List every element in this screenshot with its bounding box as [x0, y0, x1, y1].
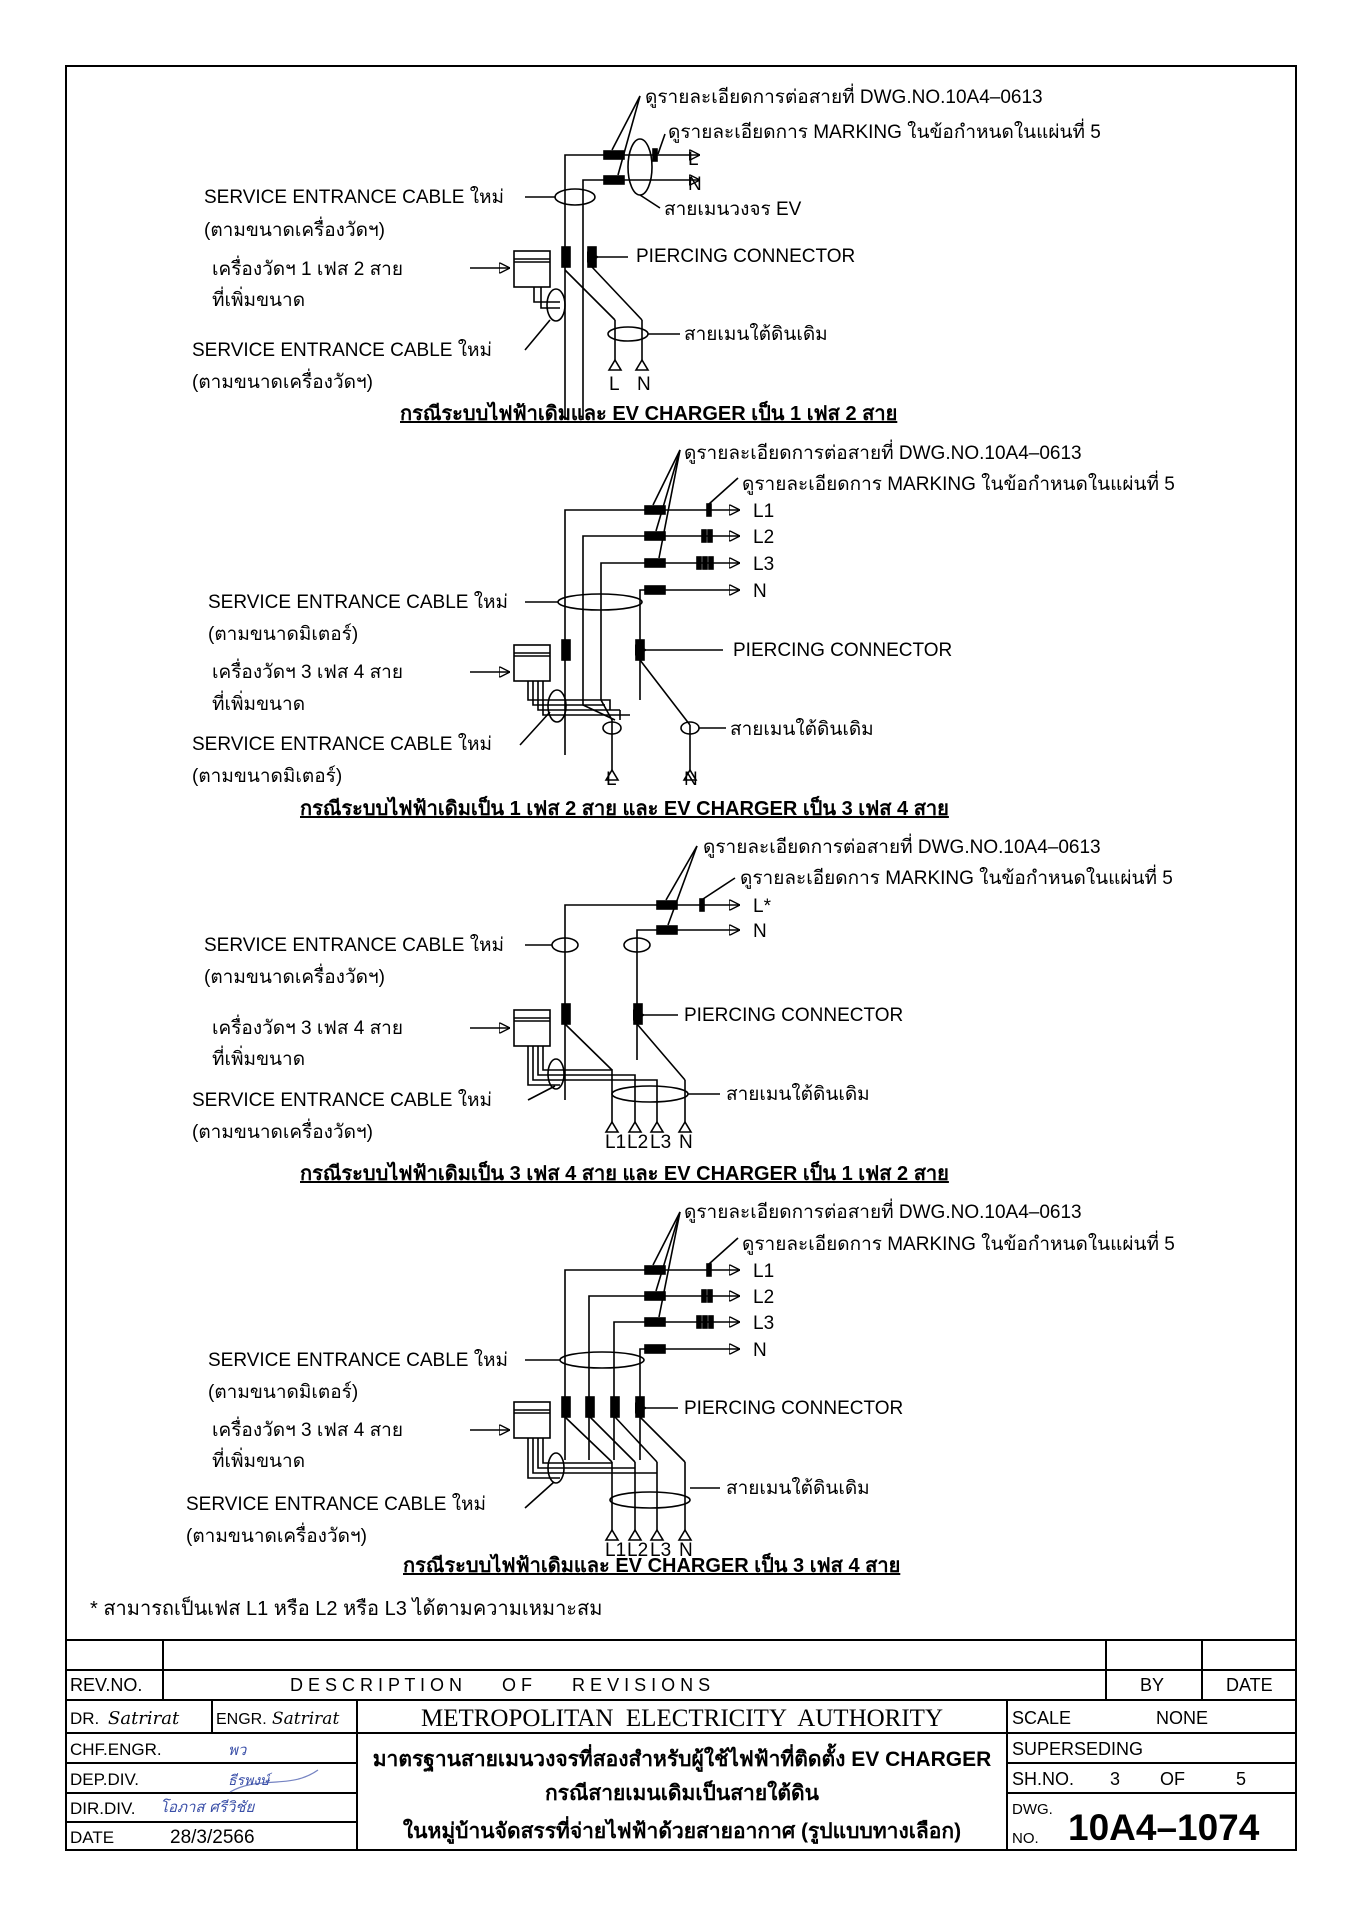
dwg-label-2: NO.	[1012, 1830, 1039, 1847]
d1-sec2-sub: (ตามขนาดเครื่องวัดฯ)	[192, 372, 373, 393]
diagram-4	[470, 1212, 740, 1540]
description-header: D E S C R I P T I O N O F R E V I S I O N S	[290, 1675, 711, 1695]
engr-signature: Satrirat	[272, 1709, 340, 1729]
d2-sec2-label: SERVICE ENTRANCE CABLE ใหม่	[192, 734, 493, 755]
diagram-3	[470, 846, 740, 1132]
d1-bottom-line-2: N	[637, 374, 651, 395]
d3-sec1-sub: (ตามขนาดเครื่องวัดฯ)	[204, 967, 385, 988]
d4-meter-sub: ที่เพิ่มขนาด	[212, 1451, 306, 1472]
d3-bottom-line-4: N	[679, 1132, 693, 1153]
by-header: BY	[1140, 1675, 1165, 1695]
rev-no-header: REV.NO.	[70, 1675, 143, 1695]
dep-div-signature: ธีรพงษ์	[228, 1773, 270, 1789]
d4-note-detail: ดูรายละเอียดการต่อสายที่ DWG.NO.10A4–0613	[684, 1202, 1082, 1223]
authority-name: METROPOLITAN ELECTRICITY AUTHORITY	[420, 1705, 944, 1732]
d2-meter-sub: ที่เพิ่มขนาด	[212, 694, 306, 715]
d1-title: กรณีระบบไฟฟ้าเดิมและ EV CHARGER เป็น 1 เฟส 2 สาย	[400, 403, 898, 425]
sheet-number-value: 3	[1110, 1769, 1121, 1789]
d3-bottom-line-1: L1	[605, 1132, 627, 1153]
d1-meter-label: เครื่องวัดฯ 1 เฟส 2 สาย	[212, 259, 403, 280]
superseding-label: SUPERSEDING	[1012, 1739, 1144, 1759]
chf-engr-label: CHF.ENGR.	[70, 1740, 162, 1759]
d1-bottom-line-1: L	[609, 374, 620, 395]
sheet-number-label: SH.NO.	[1012, 1769, 1075, 1789]
d4-sec1-sub: (ตามขนาดมิเตอร์)	[208, 1382, 359, 1403]
d4-sec1-label: SERVICE ENTRANCE CABLE ใหม่	[208, 1350, 509, 1371]
footnote: * สามารถเป็นเฟส L1 หรือ L2 หรือ L3 ได้ตามความเหมาะสม	[90, 1598, 603, 1620]
date-value: 28/3/2566	[170, 1827, 255, 1848]
drawing-description-line-2: กรณีสายเมนเดิมเป็นสายใต้ดิน	[544, 1782, 820, 1805]
d3-ev-line-2: N	[753, 921, 767, 942]
d3-underground-label: สายเมนใต้ดินเดิม	[726, 1084, 870, 1105]
d4-sec2-sub: (ตามขนาดเครื่องวัดฯ)	[186, 1526, 367, 1547]
d4-meter-label: เครื่องวัดฯ 3 เฟส 4 สาย	[212, 1420, 403, 1441]
d2-sec1-sub: (ตามขนาดมิเตอร์)	[208, 624, 359, 645]
d2-ev-line-2: L2	[753, 527, 775, 548]
drawing-number: 10A4–1074	[1068, 1807, 1260, 1848]
d4-bottom-line-2: L2	[627, 1540, 649, 1561]
d3-piercing-label: PIERCING CONNECTOR	[684, 1005, 904, 1026]
d1-meter-sub: ที่เพิ่มขนาด	[212, 290, 306, 311]
d4-underground-label: สายเมนใต้ดินเดิม	[726, 1478, 870, 1499]
d2-ev-line-3: L3	[753, 554, 775, 575]
d4-piercing-label: PIERCING CONNECTOR	[684, 1398, 904, 1419]
d2-bottom-line-1: L	[606, 769, 617, 790]
d3-meter-sub: ที่เพิ่มขนาด	[212, 1049, 306, 1070]
date-header: DATE	[1226, 1675, 1273, 1695]
d1-note-marking: ดูรายละเอียดการ MARKING ในข้อกำหนดในแผ่นที่ 5	[668, 122, 1101, 143]
scale-label: SCALE	[1012, 1708, 1072, 1728]
d3-sec1-label: SERVICE ENTRANCE CABLE ใหม่	[204, 935, 505, 956]
d4-ev-line-2: L2	[753, 1287, 775, 1308]
d1-sec1-label: SERVICE ENTRANCE CABLE ใหม่	[204, 187, 505, 208]
d4-note-marking: ดูรายละเอียดการ MARKING ในข้อกำหนดในแผ่นที่ 5	[742, 1234, 1175, 1255]
d2-ev-line-4: N	[753, 581, 767, 602]
d2-note-marking: ดูรายละเอียดการ MARKING ในข้อกำหนดในแผ่นที่ 5	[742, 474, 1175, 495]
drawing-description-line-1: มาตรฐานสายเมนวงจรที่สองสำหรับผู้ใช้ไฟฟ้าที่ติดตั้ง EV CHARGER	[372, 1748, 992, 1771]
sheet-total-value: 5	[1236, 1769, 1247, 1789]
d1-ev-line-2: N	[688, 174, 702, 195]
d1-underground-label: สายเมนใต้ดินเดิม	[684, 324, 828, 345]
d3-title: กรณีระบบไฟฟ้าเดิมเป็น 3 เฟส 4 สาย และ EV CHARGER เป็น 1 เฟส 2 สาย	[300, 1163, 949, 1185]
sheet-border	[66, 66, 1296, 1850]
d2-sec1-label: SERVICE ENTRANCE CABLE ใหม่	[208, 592, 509, 613]
date-label: DATE	[70, 1828, 115, 1847]
engr-label: ENGR.	[216, 1711, 267, 1728]
d3-bottom-line-2: L2	[627, 1132, 649, 1153]
dir-div-label: DIR.DIV.	[70, 1799, 136, 1818]
d3-meter-label: เครื่องวัดฯ 3 เฟส 4 สาย	[212, 1018, 403, 1039]
d4-title: กรณีระบบไฟฟ้าเดิมและ EV CHARGER เป็น 3 เฟส 4 สาย	[403, 1555, 901, 1577]
d4-bottom-line-3: L3	[650, 1540, 672, 1561]
d4-ev-line-3: L3	[753, 1313, 775, 1334]
d4-bottom-line-1: L1	[605, 1540, 627, 1561]
d2-bottom-line-2: N	[684, 769, 698, 790]
chf-engr-signature: พว	[228, 1741, 247, 1759]
d2-title: กรณีระบบไฟฟ้าเดิมเป็น 1 เฟส 2 สาย และ EV CHARGER เป็น 3 เฟส 4 สาย	[300, 798, 949, 820]
d3-ev-line-1: L*	[753, 896, 771, 917]
d2-underground-label: สายเมนใต้ดินเดิม	[730, 719, 874, 740]
d4-ev-line-1: L1	[753, 1261, 775, 1282]
d4-sec2-label: SERVICE ENTRANCE CABLE ใหม่	[186, 1494, 487, 1515]
scale-value: NONE	[1156, 1708, 1209, 1728]
d1-sec1-sub: (ตามขนาดเครื่องวัดฯ)	[204, 220, 385, 241]
diagram-2	[470, 450, 740, 780]
d1-ev-main-label: สายเมนวงจร EV	[664, 199, 802, 220]
d4-bottom-line-4: N	[679, 1540, 693, 1561]
dir-div-signature: โอภาส ศรีวิชัย	[160, 1798, 255, 1816]
d1-piercing-label: PIERCING CONNECTOR	[636, 246, 856, 267]
d4-ev-line-4: N	[753, 1340, 767, 1361]
drawing-description-line-3: ในหมู่บ้านจัดสรรที่จ่ายไฟฟ้าด้วยสายอากาศ (รูปแบบทางเลือก)	[402, 1820, 962, 1843]
d2-sec2-sub: (ตามขนาดมิเตอร์)	[192, 766, 343, 787]
d3-note-detail: ดูรายละเอียดการต่อสายที่ DWG.NO.10A4–0613	[703, 837, 1101, 858]
d2-piercing-label: PIERCING CONNECTOR	[733, 640, 953, 661]
d3-bottom-line-3: L3	[650, 1132, 672, 1153]
d1-ev-line-1: L	[688, 149, 699, 170]
d3-sec2-sub: (ตามขนาดเครื่องวัดฯ)	[192, 1122, 373, 1143]
d2-ev-line-1: L1	[753, 501, 775, 522]
d2-note-detail: ดูรายละเอียดการต่อสายที่ DWG.NO.10A4–0613	[684, 443, 1082, 464]
d1-sec2-label: SERVICE ENTRANCE CABLE ใหม่	[192, 340, 493, 361]
d2-meter-label: เครื่องวัดฯ 3 เฟส 4 สาย	[212, 662, 403, 683]
d3-note-marking: ดูรายละเอียดการ MARKING ในข้อกำหนดในแผ่นที่ 5	[740, 868, 1173, 889]
d3-sec2-label: SERVICE ENTRANCE CABLE ใหม่	[192, 1090, 493, 1111]
of-label: OF	[1160, 1769, 1185, 1789]
dep-div-label: DEP.DIV.	[70, 1770, 139, 1789]
dr-signature: Satrirat	[108, 1708, 180, 1729]
d1-note-detail: ดูรายละเอียดการต่อสายที่ DWG.NO.10A4–0613	[645, 87, 1043, 108]
dwg-label-1: DWG.	[1012, 1801, 1053, 1818]
dr-label: DR.	[70, 1709, 100, 1728]
